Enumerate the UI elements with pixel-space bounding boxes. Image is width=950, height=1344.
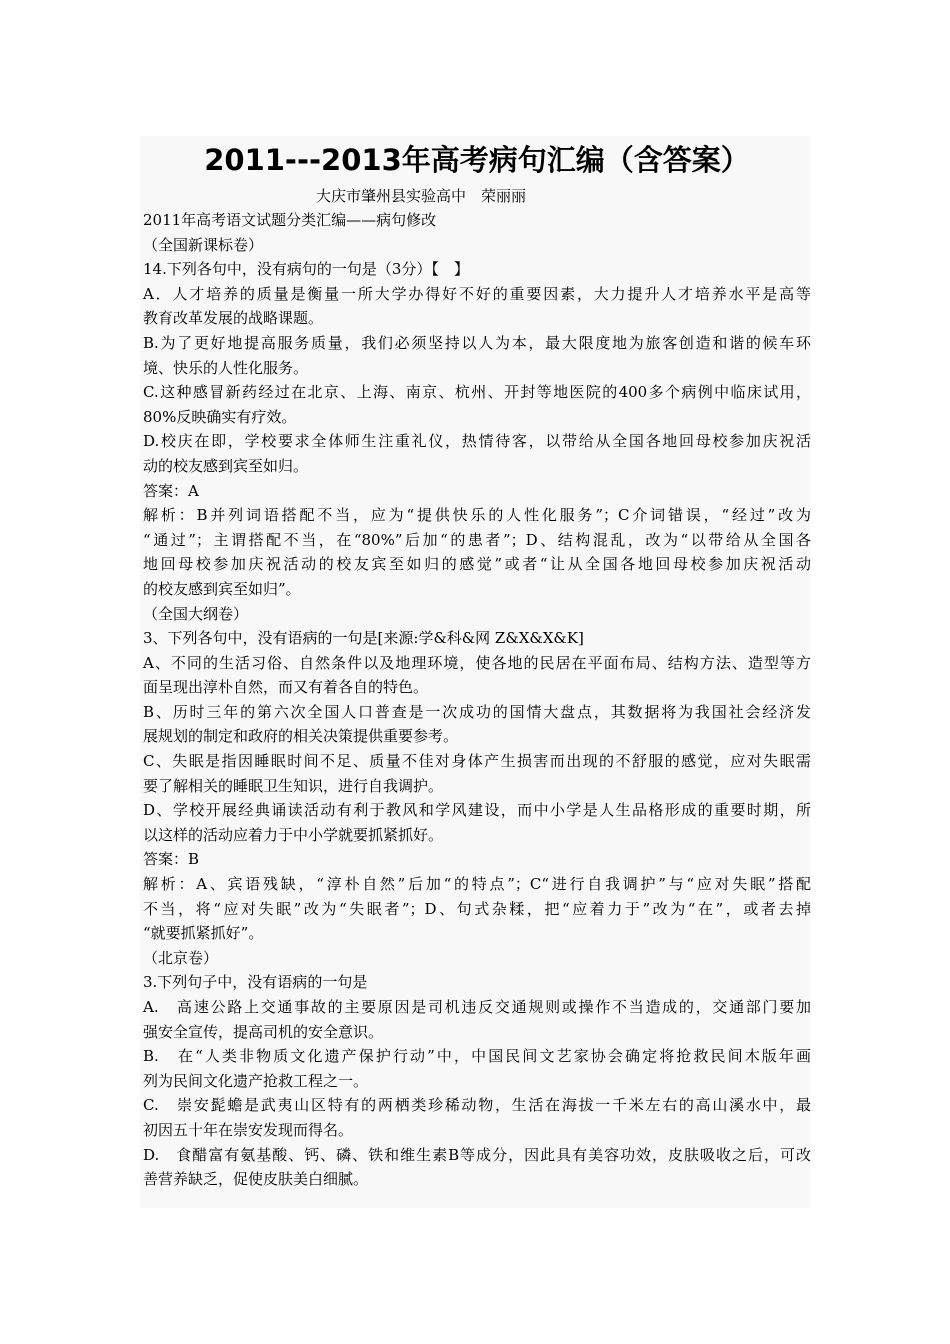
text-line: （全国新课标卷） bbox=[143, 235, 264, 254]
text-line: 的校友感到宾至如归”。 bbox=[143, 579, 301, 598]
text-line: 展规划的制定和政府的相关决策提供重要参考。 bbox=[143, 727, 459, 746]
document-title: 2011---2013年高考病句汇编（含答案） bbox=[204, 143, 750, 177]
text-line: 要了解相关的睡眠卫生知识，进行自我调护。 bbox=[143, 776, 444, 795]
text-line: （全国大纲卷） bbox=[143, 604, 249, 623]
text-line: B.为了更好地提高服务质量，我们必须坚持以人为本，最大限度地为旅客创造和谐的候车环 bbox=[143, 333, 811, 352]
text-line: C. 崇安髭蟾是武夷山区特有的两栖类珍稀动物，生活在海拔一千米左右的高山溪水中，最 bbox=[143, 1096, 811, 1115]
text-line: 强安全宣传，提高司机的安全意识。 bbox=[143, 1022, 384, 1041]
text-line: 以这样的活动应着力于中小学就要抓紧抓好。 bbox=[143, 825, 444, 844]
text-line: 解析：A、宾语残缺，“淳朴自然”后加“的特点”；C“进行自我调护”与“应对失眠”搭配 bbox=[143, 875, 811, 894]
text-line: 答案：B bbox=[143, 850, 200, 869]
text-line: 2011年高考语文试题分类汇编——病句修改 bbox=[143, 211, 437, 229]
text-line: 列为民间文化遗产抢救工程之一。 bbox=[143, 1071, 369, 1090]
text-line: 地回母校参加庆祝活动的校友宾至如归的感觉”或者“让从全国各地回母校参加庆祝活动 bbox=[143, 555, 811, 574]
text-line: “通过”；主谓搭配不当，在“80%”后加“的患者”；D、结构混乱，改为“以带给从全国各 bbox=[143, 530, 811, 549]
text-line: 3、下列各句中，没有语病的一句是[来源:学&科&网 Z&X&X&K] bbox=[143, 629, 584, 648]
text-line: D.校庆在即，学校要求全体师生注重礼仪，热情待客，以带给从全国各地回母校参加庆祝活 bbox=[143, 432, 811, 451]
text-line: C.这种感冒新药经过在北京、上海、南京、杭州、开封等地医院的400多个病例中临床试用， bbox=[143, 383, 811, 402]
text-line: B、历时三年的第六次全国人口普查是一次成功的国情大盘点，其数据将为我国社会经济发 bbox=[143, 702, 811, 721]
text-line: 境、快乐的人性化服务。 bbox=[143, 358, 309, 377]
text-line: A．人才培养的质量是衡量一所大学办得好不好的重要因素，大力提升人才培养水平是高等 bbox=[143, 284, 811, 303]
text-line: C、失眠是指因睡眠时间不足、质量不佳对身体产生损害而出现的不舒服的感觉，应对失眠需 bbox=[143, 752, 811, 771]
text-line: 80%反映确实有疗效。 bbox=[143, 407, 297, 426]
text-line: 解析：B并列词语搭配不当，应为“提供快乐的人性化服务”；C介词错误，“经过”改为 bbox=[143, 506, 811, 525]
text-line: D. 食醋富有氨基酸、钙、磷、铁和维生素B等成分，因此具有美容功效，皮肤吸收之后，可改 bbox=[143, 1145, 811, 1164]
text-line: 不当，将“应对失眠”改为“失眠者”；D、句式杂糅，把“应着力于”改为“在”，或者去掉 bbox=[143, 899, 811, 918]
text-line: 善营养缺乏，促使皮肤美白细腻。 bbox=[143, 1170, 369, 1189]
document-author: 大庆市肇州县实验高中 荣丽丽 bbox=[316, 187, 527, 205]
text-line: 教育改革发展的战略课题。 bbox=[143, 309, 324, 328]
text-line: 初因五十年在崇安发现而得名。 bbox=[143, 1120, 354, 1139]
text-line: （北京卷） bbox=[143, 948, 219, 967]
text-line: 面呈现出淳朴自然，而又有着各自的特色。 bbox=[143, 678, 429, 697]
text-line: 动的校友感到宾至如归。 bbox=[143, 456, 309, 475]
document-lines bbox=[143, 208, 811, 1192]
text-line: D、学校开展经典诵读活动有利于教风和学风建设，而中小学是人生品格形成的重要时期，所 bbox=[143, 801, 811, 820]
text-line: 3.下列句子中，没有语病的一句是 bbox=[143, 973, 368, 992]
text-line: A、不同的生活习俗、自然条件以及地理环境，使各地的民居在平面布局、结构方法、造型等方 bbox=[143, 653, 811, 672]
document-body bbox=[143, 140, 811, 1192]
text-line: “就要抓紧抓好”。 bbox=[143, 924, 264, 943]
text-line: A. 高速公路上交通事故的主要原因是司机违反交通规则或操作不当造成的，交通部门要加 bbox=[143, 998, 811, 1016]
text-line: 答案：A bbox=[143, 481, 199, 500]
text-line: B. 在“人类非物质文化遗产保护行动”中，中国民间文艺家协会确定将抢救民间木版年画 bbox=[143, 1047, 811, 1066]
text-line: 14.下列各句中，没有病句的一句是（3分）【 】 bbox=[143, 260, 469, 279]
